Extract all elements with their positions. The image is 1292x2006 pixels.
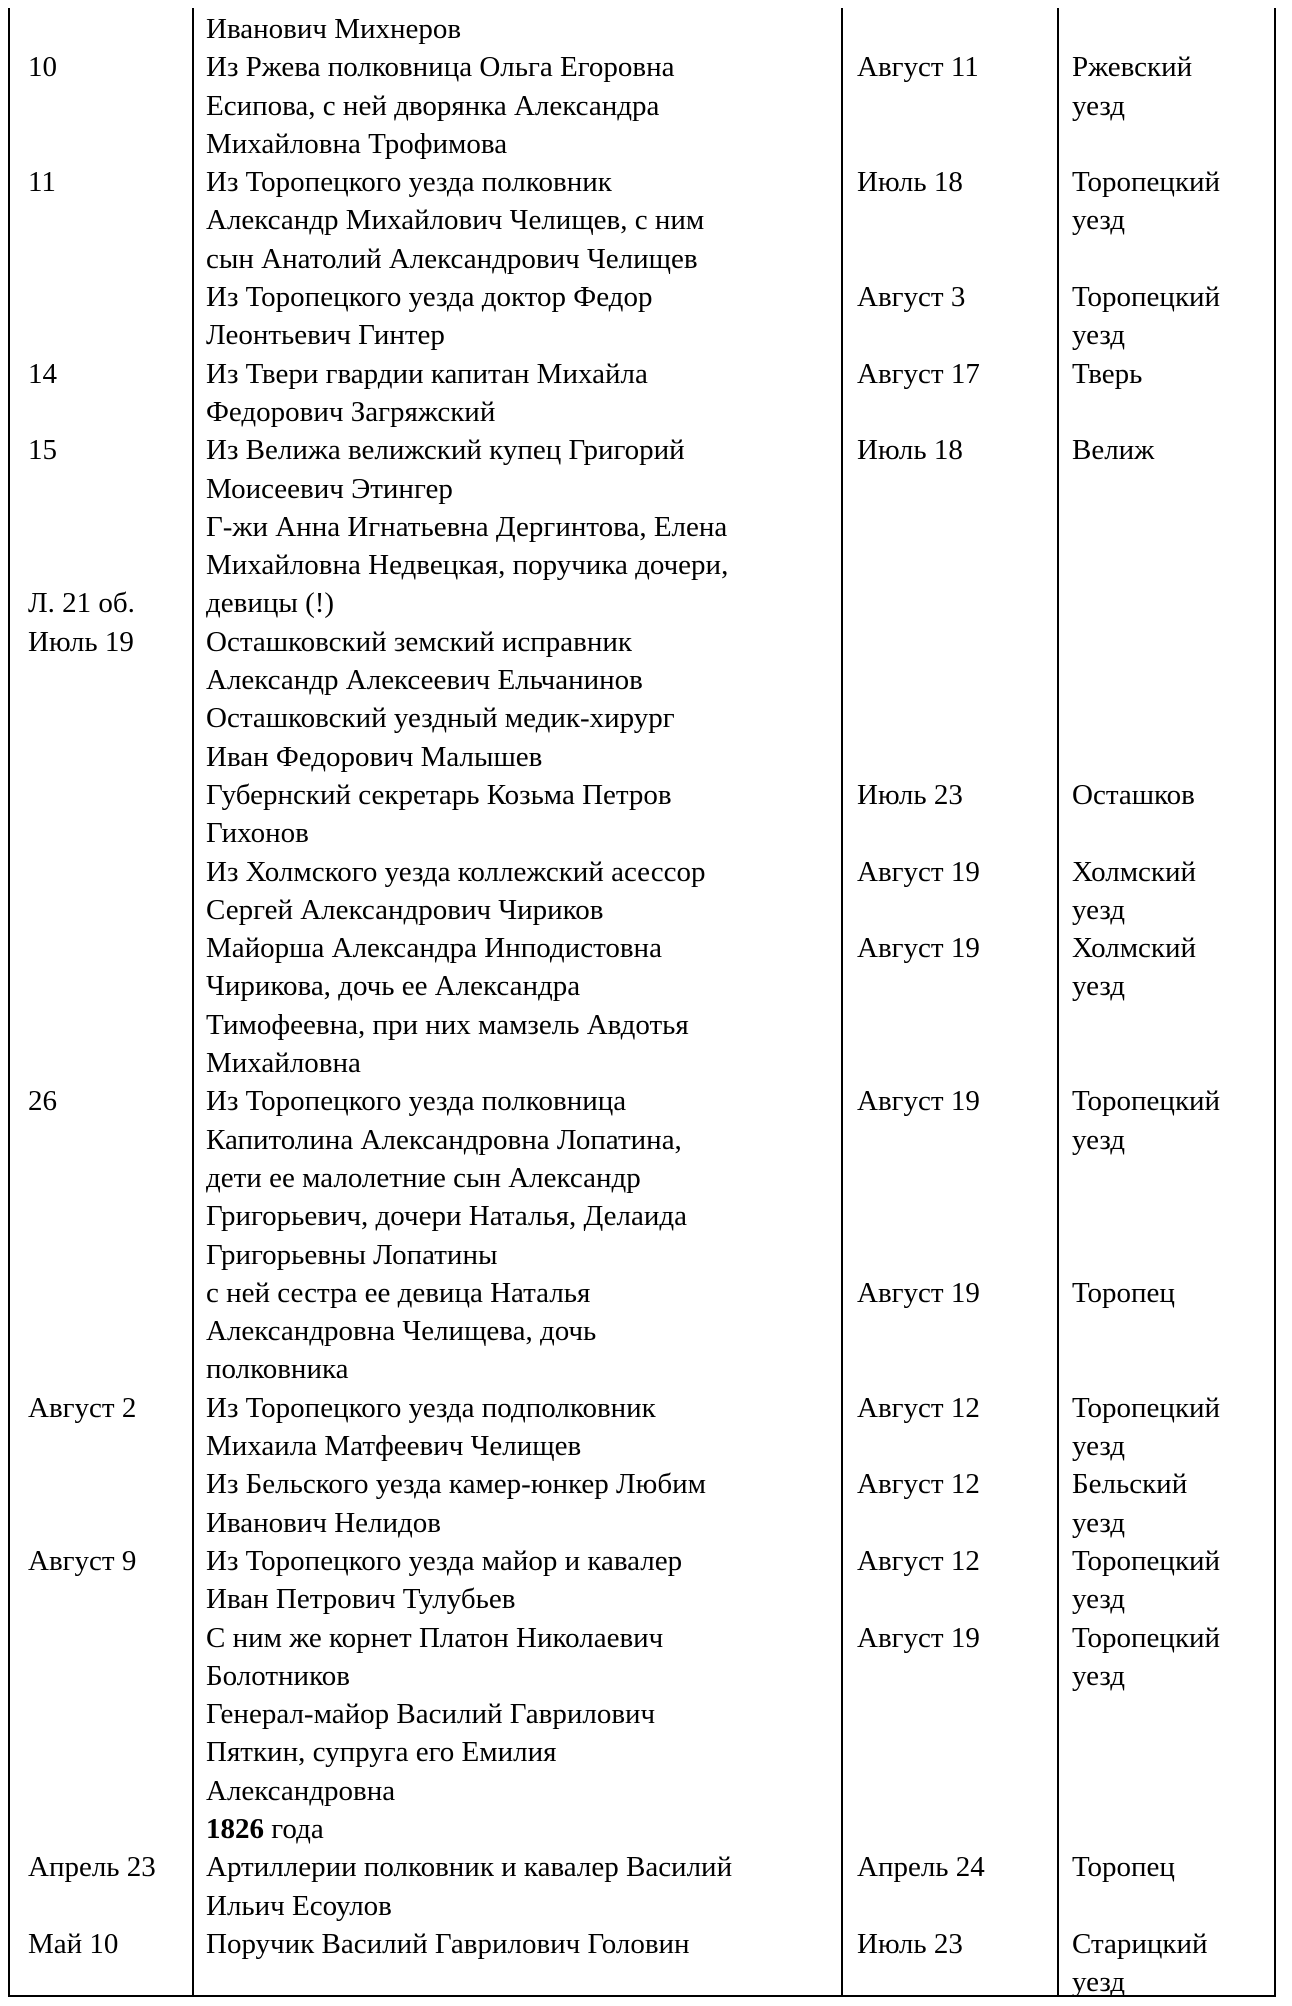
- row-from-cell: Холмский уезд: [1072, 855, 1197, 926]
- row-from-cell: Старицкий уезд: [1072, 1928, 1208, 1999]
- row-day-cell: Август 9: [28, 1545, 137, 1577]
- row-from-cell: Торопецкий уезд: [1072, 166, 1221, 237]
- row-name-cell: С ним же корнет Платон Николаевич Болотников: [206, 1621, 664, 1692]
- row-arrival-cell: Август 12: [857, 1468, 980, 1501]
- row-name-cell: Осташковский земский исправник Александр Алексеевич Ельчанинов: [206, 625, 643, 697]
- row-arrival-cell: Июль 23: [857, 1928, 963, 1960]
- row-arrival-cell: Август 17: [857, 357, 980, 390]
- row-name-cell: Губернский секретарь Козьма Петров Гихонов: [206, 779, 672, 850]
- row-arrival-cell: Август 3: [857, 281, 966, 314]
- row-arrival-cell: Апрель 24: [857, 1851, 985, 1884]
- row-name-cell: Осташковский уездный медик-хирург Иван Федорович Малышев: [206, 702, 675, 773]
- row-from-cell: Торопецкий уезд: [1072, 1391, 1221, 1463]
- row-from-cell: Велиж: [1072, 434, 1155, 467]
- year-heading: 1826: [206, 1813, 264, 1846]
- row-day-cell: 10: [28, 51, 57, 84]
- row-day-cell: Август 2: [28, 1391, 137, 1424]
- row-name-cell: Майорша Александра Инподистовна Чирикова, дочь ее Александра Тимофеевна, при них мамзель Авдотья Михайловна: [206, 932, 689, 1080]
- row-name-cell: Из Холмского уезда коллежский асессор Сергей Александрович Чириков: [206, 855, 706, 926]
- table-left-border: [8, 8, 10, 1996]
- row-arrival-cell: Август 19: [857, 1276, 980, 1309]
- column-divider-3: [1057, 8, 1059, 1996]
- row-arrival-cell: Август 19: [857, 855, 980, 888]
- row-from-cell: Ржевский уезд: [1072, 51, 1193, 122]
- row-from-cell: Торопецкий уезд: [1072, 1085, 1221, 1156]
- row-arrival-cell: Июль 18: [857, 166, 963, 199]
- row-name-cell: Из Торопецкого уезда полковница Капитолина Александровна Лопатина, дети ее малолетние сын Александр Григорьевич, дочери Наталья, Делаида Григорьевны Лопатины: [206, 1085, 688, 1271]
- row-day-cell: Апрель 23: [28, 1851, 156, 1884]
- row-arrival-cell: Август 12: [857, 1545, 980, 1577]
- table-right-border: [1274, 8, 1276, 1996]
- row-name-cell: Из Твери гвардии капитан Михайла Федорович Загряжский: [206, 357, 648, 428]
- row-day-cell: 26: [28, 1085, 57, 1118]
- row-name-cell: с ней сестра ее девица Наталья Александровна Челищева, дочь полковника: [206, 1276, 597, 1386]
- row-arrival-cell: Август 19: [857, 1085, 980, 1118]
- row-from-cell: Торопец: [1072, 1851, 1175, 1884]
- row-name-cell: Из Торопецкого уезда доктор Федор Леонтьевич Гинтер: [206, 281, 653, 352]
- row-name-cell: Генерал-майор Василий Гаврилович Пяткин, супруга его Емилия Александровна: [206, 1698, 656, 1807]
- row-name-cell: Артиллерии полковник и кавалер Василий Ильич Есоулов: [206, 1851, 733, 1922]
- row-name-cell: Из Бельского уезда камер-юнкер Любим Иванович Нелидов: [206, 1468, 706, 1539]
- row-from-cell: Торопецкий уезд: [1072, 1545, 1221, 1616]
- row-name-cell: [206, 1810, 836, 1848]
- row-name-cell: Из Ржева полковница Ольга Егоровна Есипова, с ней дворянка Александра Михайловна Трофимова: [206, 51, 675, 160]
- row-from-cell: Тверь: [1072, 357, 1143, 390]
- row-name-cell: Иванович Михнеров: [206, 13, 462, 45]
- row-from-cell: Торопецкий уезд: [1072, 1621, 1221, 1692]
- row-day-cell: 14: [28, 357, 57, 390]
- row-arrival-cell: Август 19: [857, 1621, 980, 1654]
- row-arrival-cell: Август 11: [857, 51, 979, 84]
- row-arrival-cell: Июль 18: [857, 434, 963, 467]
- row-name-cell: Г-жи Анна Игнатьевна Дергинтова, Елена Михайловна Недвецкая, поручика дочери, девицы (!): [206, 510, 729, 620]
- row-from-cell: Торопецкий уезд: [1072, 281, 1221, 352]
- row-from-cell: Осташков: [1072, 779, 1195, 811]
- row-name-cell: Из Торопецкого уезда майор и кавалер Иван Петрович Тулубьев: [206, 1545, 683, 1616]
- row-arrival-cell: Июль 23: [857, 779, 963, 811]
- column-divider-1: [192, 8, 194, 1996]
- row-arrival-cell: Август 19: [857, 932, 980, 965]
- row-day-cell: Л. 21 об.: [28, 587, 135, 620]
- row-name-cell: Из Торопецкого уезда подполковник Михаила Матфеевич Челищев: [206, 1391, 656, 1463]
- year-heading-suffix: года: [264, 1813, 324, 1846]
- row-name-cell: Из Торопецкого уезда полковник Александр Михайлович Челищев, с ним сын Анатолий Александрович Челищев: [206, 166, 705, 275]
- row-from-cell: Торопец: [1072, 1276, 1175, 1309]
- column-divider-2: [841, 8, 843, 1996]
- row-from-cell: Бельский уезд: [1072, 1468, 1188, 1539]
- row-day-cell: 15: [28, 434, 57, 467]
- row-day-cell: Июль 19: [28, 625, 134, 658]
- row-from-cell: Холмский уезд: [1072, 932, 1197, 1003]
- row-day-cell: 11: [28, 166, 56, 199]
- row-arrival-cell: Август 12: [857, 1391, 980, 1424]
- row-name-cell: Из Велижа велижский купец Григорий Моисеевич Этингер: [206, 434, 685, 505]
- row-day-cell: Май 10: [28, 1928, 119, 1960]
- row-name-cell: Поручик Василий Гаврилович Головин: [206, 1928, 690, 1960]
